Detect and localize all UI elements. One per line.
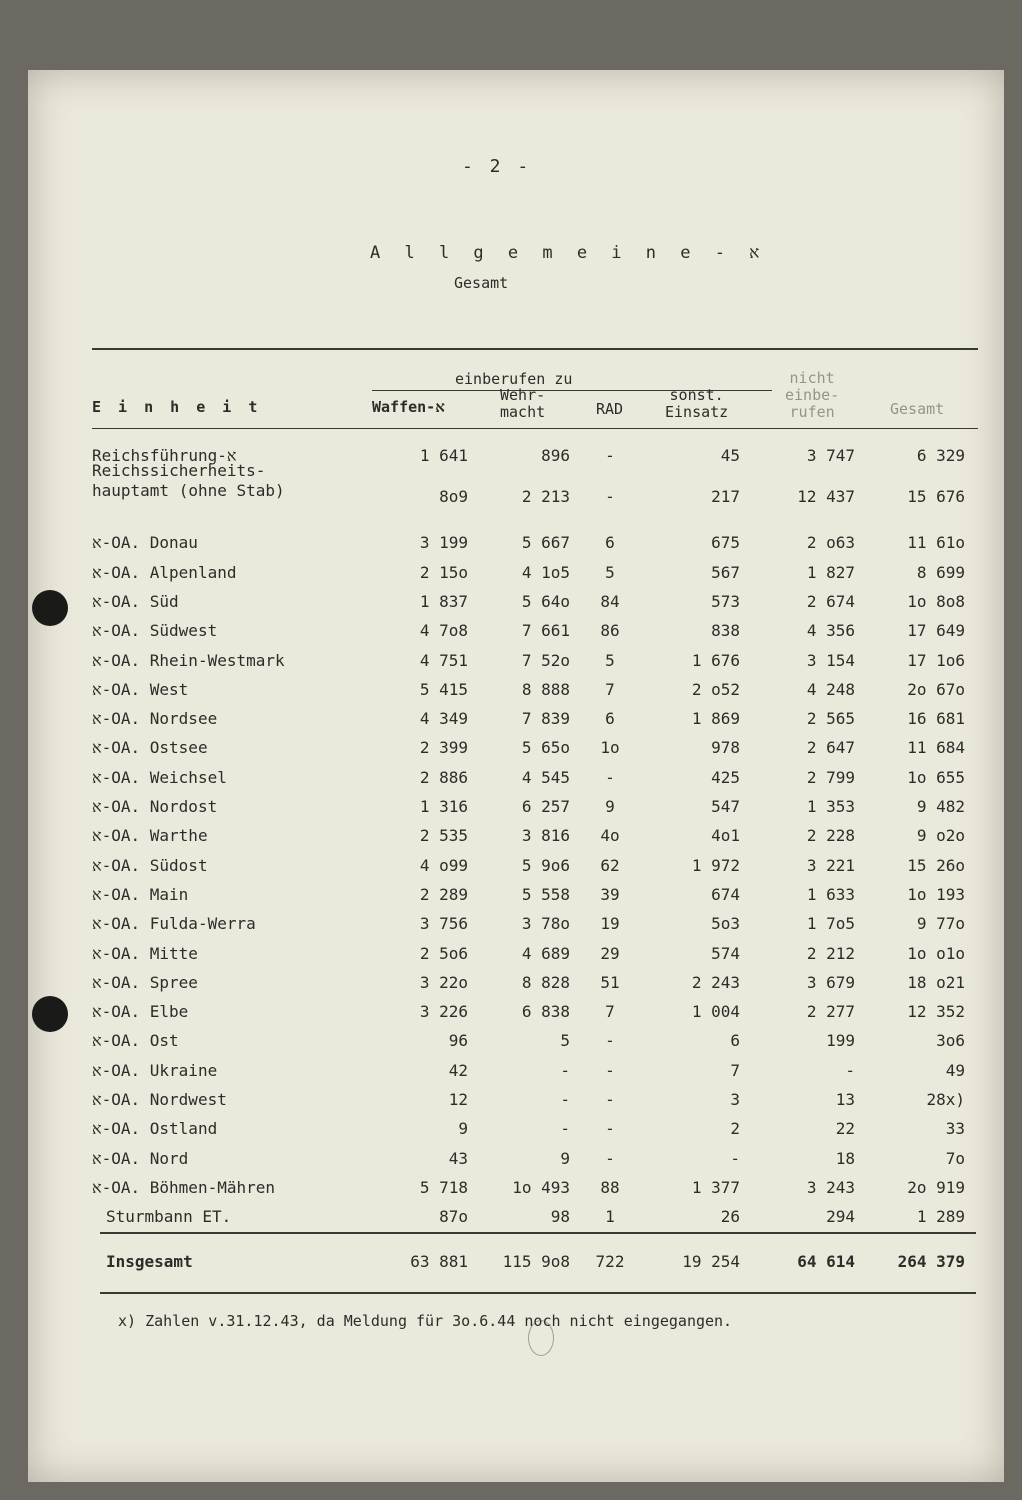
row-waffen: 4 o99 — [419, 855, 468, 875]
header-sonst: sonst. Einsatz — [665, 386, 729, 421]
row-rad: 86 — [600, 621, 620, 641]
row-nicht: 2 212 — [806, 943, 855, 963]
row-nicht: 18 — [835, 1148, 855, 1168]
row-gesamt: 7o — [945, 1148, 965, 1168]
row-rad: - — [605, 1031, 615, 1051]
total-wehrmacht: 115 9o8 — [502, 1252, 570, 1271]
row-einheit: ﬡ-OA. Ostsee — [92, 738, 208, 758]
row-nicht: 3 221 — [806, 855, 855, 875]
row-rad: - — [605, 1148, 615, 1168]
row-wehrmacht: 8 828 — [521, 972, 570, 992]
row-gesamt: 15 676 — [907, 487, 965, 507]
table-row — [0, 1149, 1022, 1177]
row-einheit: ﬡ-OA. Nord — [92, 1148, 189, 1168]
row-waffen: 2 535 — [419, 826, 468, 846]
table-row — [0, 944, 1022, 972]
row-sonst: 45 — [720, 446, 740, 465]
row-wehrmacht: 1o 493 — [512, 1177, 570, 1197]
row-sonst: 567 — [711, 562, 740, 582]
row-einheit: Sturmbann ET. — [106, 1207, 232, 1227]
row-sonst: 6 — [730, 1031, 740, 1051]
row-waffen: 2 15o — [419, 562, 468, 582]
row-gesamt: 17 1o6 — [907, 650, 965, 670]
row-rad: 19 — [600, 914, 620, 934]
row-einheit: ﬡ-OA. Mitte — [92, 943, 198, 963]
page-title: A l l g e m e i n e - ﬡ — [370, 243, 767, 263]
total-bottom-rule — [100, 1292, 976, 1294]
row-gesamt: 1o 193 — [907, 884, 965, 904]
row-nicht: 3 747 — [806, 446, 855, 465]
row-einheit: ﬡ-OA. Süd — [92, 591, 179, 611]
row-einheit: ﬡ-OA. Alpenland — [92, 562, 237, 582]
header-bottom-rule — [92, 428, 978, 429]
row-waffen: 4 7o8 — [419, 621, 468, 641]
header-einheit: E i n h e i t — [92, 398, 262, 416]
row-rad: - — [605, 1060, 615, 1080]
row-gesamt: 3o6 — [936, 1031, 965, 1051]
total-rad: 722 — [595, 1252, 625, 1271]
row-nicht: 2 647 — [806, 738, 855, 758]
row-einheit: Reichsführung-ﬡ — [92, 446, 237, 465]
row-waffen: 5 415 — [419, 679, 468, 699]
row-wehrmacht: 6 257 — [521, 797, 570, 816]
header-wehrmacht: Wehr- macht — [500, 386, 546, 421]
row-rad: - — [605, 487, 615, 507]
row-nicht: 1 827 — [806, 562, 855, 582]
row-sonst: 547 — [711, 797, 740, 816]
row-sonst: 425 — [711, 767, 740, 787]
row-gesamt: 1o 8o8 — [907, 591, 965, 611]
row-rad: 5 — [605, 650, 615, 670]
row-sonst: 1 676 — [691, 650, 740, 670]
row-einheit: ﬡ-OA. Nordwest — [92, 1090, 227, 1109]
table-row — [0, 1178, 1022, 1206]
row-gesamt: 18 o21 — [907, 972, 965, 992]
row-wehrmacht: 5 558 — [521, 884, 570, 904]
handwritten-mark — [528, 1320, 554, 1356]
row-sonst: 978 — [711, 738, 740, 758]
table-row — [0, 885, 1022, 913]
row-einheit: ﬡ-OA. Südwest — [92, 621, 218, 641]
row-einheit: ﬡ-OA. Rhein-Westmark — [92, 650, 285, 670]
row-wehrmacht: 5 64o — [521, 591, 570, 611]
row-rad: 7 — [605, 679, 615, 699]
row-rad: 4o — [600, 826, 620, 846]
row-gesamt: 1o 655 — [907, 767, 965, 787]
row-einheit: ﬡ-OA. Böhmen-Mähren — [92, 1177, 275, 1197]
row-rad: 84 — [600, 591, 620, 611]
row-rad: 29 — [600, 943, 620, 963]
row-wehrmacht: 6 838 — [521, 1002, 570, 1022]
row-nicht: 1 7o5 — [806, 914, 855, 934]
row-einheit: ﬡ-OA. Südost — [92, 855, 208, 875]
row-rad: 9 — [605, 797, 615, 816]
row-waffen: 2 289 — [419, 884, 468, 904]
row-wehrmacht: 4 545 — [521, 767, 570, 787]
row-nicht: 4 356 — [806, 621, 855, 641]
row-einheit: ﬡ-OA. Nordost — [92, 797, 218, 816]
row-waffen: 43 — [448, 1148, 468, 1168]
row-einheit: ﬡ-OA. Ost — [92, 1031, 179, 1051]
row-gesamt: 12 352 — [907, 1002, 965, 1022]
row-sonst: 2 o52 — [691, 679, 740, 699]
row-wehrmacht: 5 — [560, 1031, 570, 1051]
row-waffen: 4 751 — [419, 650, 468, 670]
table-row — [0, 914, 1022, 942]
table-row — [0, 621, 1022, 649]
row-gesamt: 2o 919 — [907, 1177, 965, 1197]
row-wehrmacht: 4 1o5 — [521, 562, 570, 582]
table-row — [0, 738, 1022, 766]
row-waffen: 1 641 — [419, 446, 468, 465]
row-sonst: 1 004 — [691, 1002, 740, 1022]
table-row — [0, 1031, 1022, 1059]
table-row — [0, 651, 1022, 679]
row-einheit: ﬡ-OA. Weichsel — [92, 767, 227, 787]
total-row — [0, 1252, 1022, 1280]
row-rad: 6 — [605, 709, 615, 729]
row-gesamt: 15 26o — [907, 855, 965, 875]
row-sonst: 573 — [711, 591, 740, 611]
row-gesamt: 1o o1o — [907, 943, 965, 963]
table-row — [0, 856, 1022, 884]
row-nicht: 2 277 — [806, 1002, 855, 1022]
row-waffen: 1 837 — [419, 591, 468, 611]
row-gesamt: 6 329 — [916, 446, 965, 465]
row-nicht: 2 228 — [806, 826, 855, 846]
row-waffen: 1 316 — [419, 797, 468, 816]
row-nicht: - — [845, 1060, 855, 1080]
row-wehrmacht: 7 839 — [521, 709, 570, 729]
row-waffen: 12 — [448, 1090, 468, 1109]
page-number: - 2 - — [462, 156, 532, 177]
row-sonst: 1 869 — [691, 709, 740, 729]
row-sonst: 1 377 — [691, 1177, 740, 1197]
row-wehrmacht: - — [560, 1060, 570, 1080]
row-gesamt: 8 699 — [916, 562, 965, 582]
row-wehrmacht: 7 52o — [521, 650, 570, 670]
page-subtitle: Gesamt — [454, 274, 509, 292]
row-nicht: 1 353 — [806, 797, 855, 816]
row-waffen: 3 226 — [419, 1002, 468, 1022]
footnote: x) Zahlen v.31.12.43, da Meldung für 3o.6.44 noch nicht eingegangen. — [118, 1312, 733, 1330]
row-wehrmacht: 3 78o — [521, 914, 570, 934]
row-sonst: 2 243 — [691, 972, 740, 992]
row-rad: - — [605, 446, 615, 465]
row-gesamt: 16 681 — [907, 709, 965, 729]
row-einheit: ﬡ-OA. West — [92, 679, 189, 699]
row-waffen: 3 199 — [419, 533, 468, 553]
row-rad: 6 — [605, 533, 615, 553]
header-nicht: nicht einbe- rufen — [785, 369, 840, 421]
header-einberufen-group: einberufen zu — [455, 370, 573, 388]
row-sonst: 26 — [720, 1207, 740, 1227]
row-wehrmacht: 4 689 — [521, 943, 570, 963]
row-rad: - — [605, 1090, 615, 1109]
row-sonst: 1 972 — [691, 855, 740, 875]
row-einheit: ﬡ-OA. Ukraine — [92, 1060, 218, 1080]
row-gesamt: 33 — [945, 1119, 965, 1139]
table-row — [0, 1119, 1022, 1147]
row-gesamt: 11 684 — [907, 738, 965, 758]
row-waffen: 2 886 — [419, 767, 468, 787]
row-nicht: 3 154 — [806, 650, 855, 670]
row-einheit: ﬡ-OA. Spree — [92, 972, 198, 992]
table-row — [0, 592, 1022, 620]
total-sonst: 19 254 — [682, 1252, 740, 1271]
row-wehrmacht: - — [560, 1090, 570, 1109]
row-rad: 1 — [605, 1207, 615, 1227]
row-gesamt: 17 649 — [907, 621, 965, 641]
total-waffen: 63 881 — [410, 1252, 468, 1271]
table-row — [0, 1090, 1022, 1118]
row-waffen: 3 22o — [419, 972, 468, 992]
row-wehrmacht: 7 661 — [521, 621, 570, 641]
row-einheit: ﬡ-OA. Elbe — [92, 1002, 189, 1022]
row-nicht: 2 565 — [806, 709, 855, 729]
row-waffen: 2 5o6 — [419, 943, 468, 963]
row-einheit: ﬡ-OA. Donau — [92, 533, 198, 553]
row-nicht: 199 — [826, 1031, 855, 1051]
table-row — [0, 1207, 1022, 1235]
total-nicht: 64 614 — [797, 1252, 855, 1271]
table-row — [0, 973, 1022, 1001]
row-einheit: ﬡ-OA. Warthe — [92, 826, 208, 846]
table-row — [0, 1002, 1022, 1030]
row-einheit: Reichssicherheits- hauptamt (ohne Stab) — [92, 461, 285, 501]
row-einheit: ﬡ-OA. Nordsee — [92, 709, 218, 729]
table-row — [0, 563, 1022, 591]
row-einheit: ﬡ-OA. Fulda-Werra — [92, 914, 256, 934]
row-sonst: 838 — [711, 621, 740, 641]
row-rad: 1o — [600, 738, 620, 758]
row-wehrmacht: 5 9o6 — [521, 855, 570, 875]
row-waffen: 4 349 — [419, 709, 468, 729]
row-gesamt: 11 61o — [907, 533, 965, 553]
row-nicht: 3 679 — [806, 972, 855, 992]
row-waffen: 2 399 — [419, 738, 468, 758]
row-sonst: 674 — [711, 884, 740, 904]
row-rad: - — [605, 1119, 615, 1139]
row-wehrmacht: 896 — [541, 446, 570, 465]
row-nicht: 13 — [835, 1090, 855, 1109]
row-waffen: 8o9 — [439, 487, 468, 507]
row-waffen: 9 — [458, 1119, 468, 1139]
row-nicht: 1 633 — [806, 884, 855, 904]
row-rad: 7 — [605, 1002, 615, 1022]
total-top-rule — [100, 1232, 976, 1234]
row-sonst: 3 — [730, 1090, 740, 1109]
row-waffen: 96 — [448, 1031, 468, 1051]
row-nicht: 2 674 — [806, 591, 855, 611]
row-sonst: - — [730, 1148, 740, 1168]
row-wehrmacht: 5 667 — [521, 533, 570, 553]
row-rad: - — [605, 767, 615, 787]
row-rad: 88 — [600, 1177, 620, 1197]
row-waffen: 42 — [448, 1060, 468, 1080]
row-waffen: 87o — [439, 1207, 468, 1227]
row-waffen: 3 756 — [419, 914, 468, 934]
row-nicht: 294 — [826, 1207, 855, 1227]
row-rad: 39 — [600, 884, 620, 904]
row-einheit: ﬡ-OA. Main — [92, 884, 189, 904]
row-sonst: 5o3 — [711, 914, 740, 934]
row-nicht: 4 248 — [806, 679, 855, 699]
row-nicht: 2 o63 — [806, 533, 855, 553]
row-sonst: 574 — [711, 943, 740, 963]
header-waffen: Waffen-ﬡ — [372, 398, 445, 416]
table-row — [0, 709, 1022, 737]
row-wehrmacht: 2 213 — [521, 487, 570, 507]
row-gesamt: 9 482 — [916, 797, 965, 816]
row-einheit: ﬡ-OA. Ostland — [92, 1119, 218, 1139]
table-top-rule — [92, 348, 978, 350]
row-wehrmacht: 8 888 — [521, 679, 570, 699]
row-wehrmacht: 5 65o — [521, 738, 570, 758]
total-gesamt: 264 379 — [897, 1252, 965, 1271]
row-gesamt: 9 77o — [916, 914, 965, 934]
row-gesamt: 49 — [945, 1060, 965, 1080]
row-wehrmacht: 3 816 — [521, 826, 570, 846]
row-sonst: 4o1 — [711, 826, 740, 846]
table-row — [0, 768, 1022, 796]
row-sonst: 675 — [711, 533, 740, 553]
header-gesamt: Gesamt — [890, 400, 945, 418]
row-rad: 5 — [605, 562, 615, 582]
table-row — [0, 533, 1022, 561]
row-sonst: 2 — [730, 1119, 740, 1139]
table-row — [0, 797, 1022, 825]
header-rad: RAD — [596, 400, 624, 418]
row-sonst: 7 — [730, 1060, 740, 1080]
row-gesamt: 2o 67o — [907, 679, 965, 699]
table-row — [0, 1061, 1022, 1089]
table-row — [0, 461, 1022, 507]
total-label: Insgesamt — [106, 1252, 193, 1271]
row-nicht: 22 — [835, 1119, 855, 1139]
row-rad: 62 — [600, 855, 620, 875]
row-wehrmacht: 98 — [550, 1207, 570, 1227]
row-wehrmacht: 9 — [560, 1148, 570, 1168]
row-wehrmacht: - — [560, 1119, 570, 1139]
row-nicht: 12 437 — [797, 487, 855, 507]
table-row — [0, 680, 1022, 708]
row-waffen: 5 718 — [419, 1177, 468, 1197]
row-gesamt: 9 o2o — [916, 826, 965, 846]
row-rad: 51 — [600, 972, 620, 992]
row-nicht: 2 799 — [806, 767, 855, 787]
row-nicht: 3 243 — [806, 1177, 855, 1197]
row-gesamt: 28x) — [926, 1090, 965, 1109]
row-gesamt: 1 289 — [916, 1207, 965, 1227]
row-sonst: 217 — [711, 487, 740, 507]
table-row — [0, 826, 1022, 854]
